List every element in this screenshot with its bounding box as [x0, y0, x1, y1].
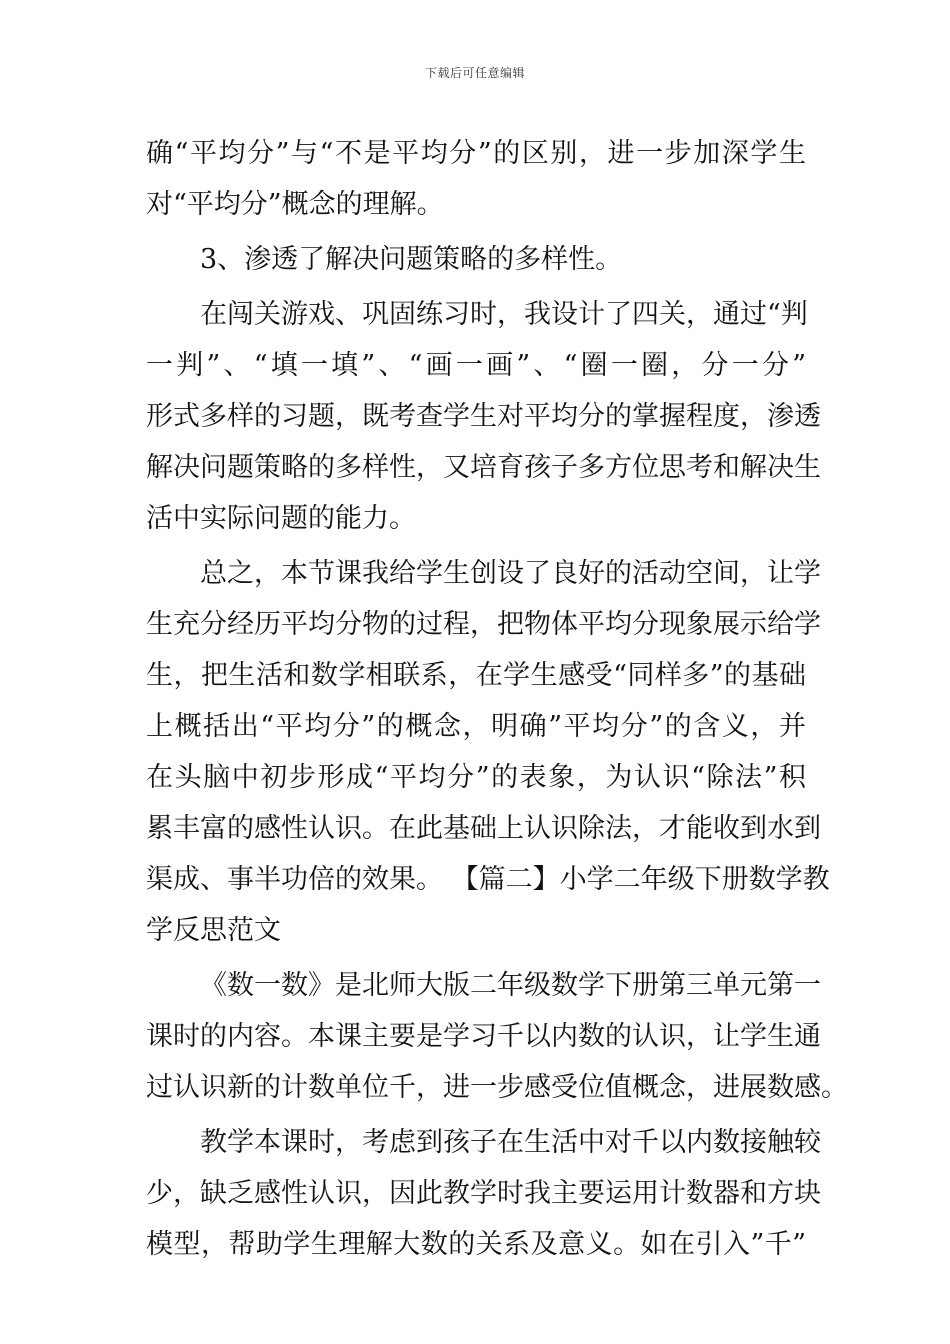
text-line: 生，把生活和数学相联系，在学生感受“同样多”的基础	[146, 660, 806, 691]
page-header: 下载后可任意编辑	[424, 66, 525, 80]
text-line: 模型，帮助学生理解大数的关系及意义。如在引入”千”	[146, 1229, 806, 1260]
section-heading: 3、渗透了解决问题策略的多样性。	[200, 244, 623, 275]
text-line: 确“平均分”与“不是平均分”的区别，进一步加深学生	[146, 138, 806, 169]
text-line: 渠成、事半功倍的效果。 【篇二】小学二年级下册数学教	[146, 864, 830, 895]
text-line: 在头脑中初步形成“平均分”的表象，为认识“除法”积	[146, 762, 806, 793]
text-line: 过认识新的计数单位千，进一步感受位值概念，进展数感。	[146, 1072, 848, 1103]
text-line: 生充分经历平均分物的过程，把物体平均分现象展示给学	[146, 609, 821, 640]
text-line: 《数一数》是北师大版二年级数学下册第三单元第一	[200, 970, 821, 1001]
text-line: 在闯关游戏、巩固练习时，我设计了四关，通过“判	[200, 299, 808, 330]
text-line: 累丰富的感性认识。在此基础上认识除法，才能收到水到	[146, 813, 821, 844]
text-line: 教学本课时，考虑到孩子在生活中对千以内数接触较	[200, 1127, 821, 1158]
document-body	[146, 128, 848, 1270]
text-line: 解决问题策略的多样性，又培育孩子多方位思考和解决生	[146, 452, 821, 483]
text-line: 总之，本节课我给学生创设了良好的活动空间，让学	[200, 558, 821, 589]
text-line: 对“平均分”概念的理解。	[146, 189, 444, 220]
text-line: 活中实际问题的能力。	[146, 503, 416, 534]
text-line: 少，缺乏感性认识，因此教学时我主要运用计数器和方块	[146, 1178, 821, 1209]
text-line: 学反思范文	[146, 915, 281, 946]
text-line: 课时的内容。本课主要是学习千以内数的认识，让学生通	[146, 1021, 821, 1052]
text-line: 上概括出“平均分”的概念，明确”平均分”的含义，并	[146, 711, 806, 742]
text-line: 一判”、“填一填”、“画一画”、“圈一圈，分一分”	[146, 350, 806, 381]
text-line: 形式多样的习题，既考查学生对平均分的掌握程度，渗透	[146, 401, 821, 432]
